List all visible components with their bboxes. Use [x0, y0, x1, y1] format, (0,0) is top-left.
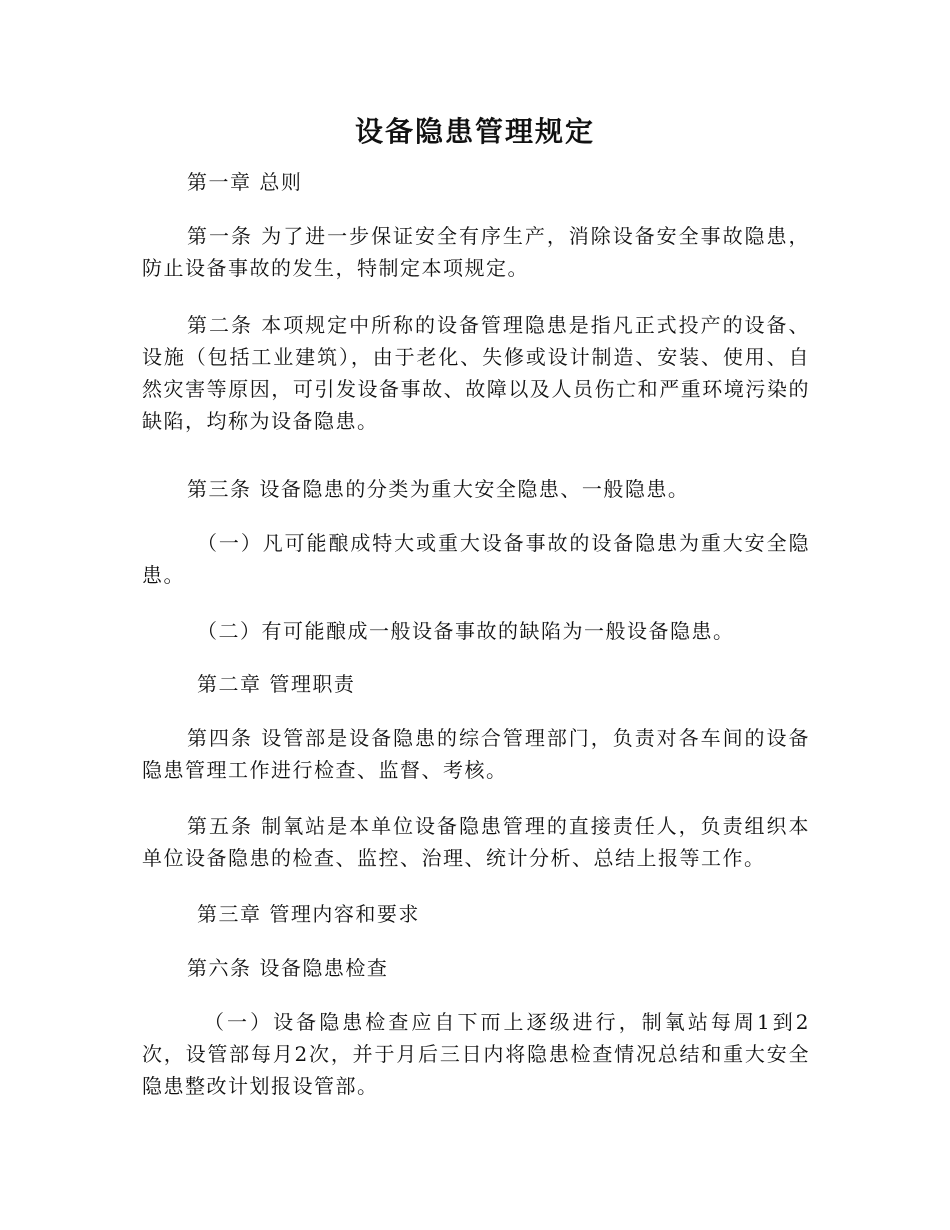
article-2: 第二条 本项规定中所称的设备管理隐患是指凡正式投产的设备、设施（包括工业建筑），由于老化、失修或设计制造、安装、使用、自然灾害等原因，可引发设备事故、故障以及人员伤亡和严重环境污染的缺陷，均称为设备隐患。 — [142, 313, 810, 433]
document-title: 设备隐患管理规定 — [354, 115, 595, 148]
article-3: 第三条 设备隐患的分类为重大安全隐患、一般隐患。 — [187, 477, 690, 501]
article-6-item-1: （一）设备隐患检查应自下而上逐级进行，制氧站每周1到2次，设管部每月2次，并于月后三日内将隐患检查情况总结和重大安全隐患整改计划报设管部。 — [142, 1010, 810, 1098]
article-3-item-2: （二）有可能酿成一般设备事故的缺陷为一般设备隐患。 — [197, 619, 735, 643]
article-3-item-1: （一）凡可能酿成特大或重大设备事故的设备隐患为重大安全隐患。 — [142, 531, 810, 587]
chapter-3-heading: 第三章 管理内容和要求 — [197, 902, 420, 926]
article-5: 第五条 制氧站是本单位设备隐患管理的直接责任人，负责组织本单位设备隐患的检查、监控、治理、统计分析、总结上报等工作。 — [142, 814, 810, 870]
article-6: 第六条 设备隐患检查 — [187, 956, 389, 980]
chapter-1-heading: 第一章 总则 — [187, 170, 303, 194]
chapter-2-heading: 第二章 管理职责 — [197, 672, 356, 696]
article-4: 第四条 设管部是设备隐患的综合管理部门，负责对各车间的设备隐患管理工作进行检查、监督、考核。 — [142, 726, 810, 782]
article-1: 第一条 为了进一步保证安全有序生产，消除设备安全事故隐患，防止设备事故的发生，特制定本项规定。 — [142, 224, 810, 280]
